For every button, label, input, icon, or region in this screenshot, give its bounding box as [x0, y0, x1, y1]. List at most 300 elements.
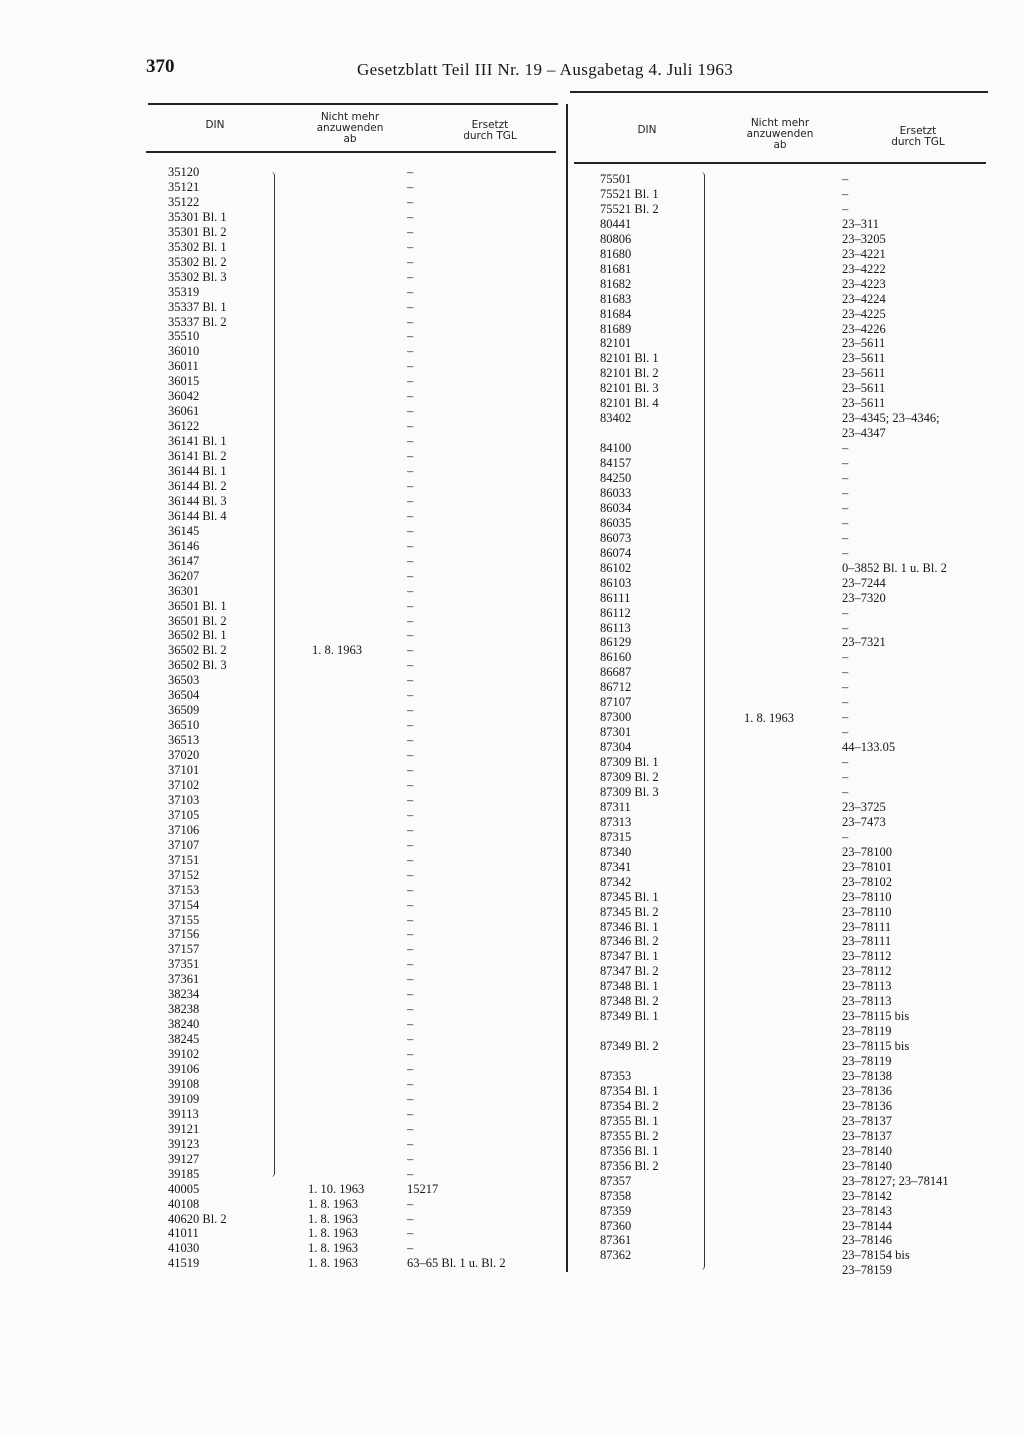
table-cell-tgl: –	[407, 1076, 414, 1091]
page-number: 370	[146, 56, 175, 77]
table-cell-tgl: –	[842, 755, 849, 770]
table-cell-tgl: –	[842, 515, 849, 530]
table-cell-tgl: –	[407, 748, 414, 763]
table-cell-din: 36503	[168, 673, 200, 688]
table-cell-din: 41011	[168, 1226, 199, 1241]
table-cell-tgl: –	[407, 165, 414, 179]
table-cell-din: 86712	[600, 680, 632, 695]
table-cell-din: 36146	[168, 538, 200, 553]
table-cell-din: 86112	[600, 605, 631, 620]
colhead-line: Ersetzt	[899, 125, 937, 137]
table-cell-tgl: –	[407, 179, 414, 194]
table-cell-date: 1. 10. 1963	[308, 1181, 365, 1196]
table-cell-tgl: –	[407, 688, 414, 703]
table-cell-tgl: –	[407, 598, 414, 613]
table-cell-tgl: 23–4221	[842, 246, 886, 261]
table-cell-din: 36061	[168, 404, 200, 419]
colhead-line: anzuwenden	[316, 122, 384, 134]
table-cell-tgl: –	[407, 643, 414, 658]
table-cell-din: 80806	[600, 231, 632, 246]
table-cell-tgl: 23–4223	[842, 276, 886, 291]
table-cell-din: 39127	[168, 1151, 200, 1166]
table-cell-din: 87107	[600, 695, 632, 710]
table-cell-din: 87309 Bl. 2	[600, 770, 659, 784]
table-cell-din: 87359	[600, 1203, 632, 1218]
table-cell-din: 86160	[600, 650, 632, 665]
table-cell-tgl: 23–4225	[842, 306, 886, 321]
table-cell-tgl: –	[407, 972, 414, 987]
colhead-ersetzt-right	[868, 126, 968, 148]
table-cell-tgl: 23–7321	[842, 635, 886, 650]
table-cell-tgl: 23–78119	[842, 1024, 892, 1039]
table-cell-tgl: 23–3205	[842, 231, 886, 246]
table-cell-din: 87356 Bl. 2	[600, 1158, 659, 1173]
table-cell-tgl: –	[407, 1091, 414, 1106]
table-cell-din: 83402	[600, 411, 632, 426]
table-cell-tgl: 23–78112	[842, 964, 892, 979]
colhead-line: ab	[343, 133, 357, 145]
page-header	[0, 0, 1024, 100]
table-cell-din: 87358	[600, 1188, 632, 1203]
table-cell-tgl: –	[407, 882, 414, 897]
table-cell-tgl: –	[407, 897, 414, 912]
table-cell-din: 35301 Bl. 1	[168, 209, 227, 224]
table-cell-tgl: –	[407, 912, 414, 927]
table-cell-tgl: –	[407, 239, 414, 254]
table-cell-tgl: 23–78115 bis	[842, 1009, 910, 1024]
table-cell-tgl: 23–7244	[842, 575, 886, 590]
table-cell-tgl: 0–3852 Bl. 1 u. Bl. 2	[842, 560, 947, 575]
table-cell-din: 87354 Bl. 2	[600, 1098, 659, 1113]
colhead-din-left: DIN	[205, 119, 225, 131]
table-cell-tgl: 15217	[407, 1181, 439, 1196]
table-cell-din: 37101	[168, 763, 200, 777]
table-cell-tgl: 23–78100	[842, 844, 892, 859]
table-cell-din: 87313	[600, 814, 632, 829]
table-cell-tgl: 23–78101	[842, 859, 892, 874]
header-rule-right	[570, 91, 988, 93]
table-cell-tgl: 23–5611	[842, 351, 886, 366]
table-cell-din: 37106	[168, 822, 200, 837]
table-cell-tgl: 23–78113	[842, 979, 892, 994]
table-cell-din: 36207	[168, 568, 200, 583]
table-cell-tgl: 23–5611	[842, 396, 886, 411]
table-cell-din: 40005	[168, 1181, 200, 1196]
table-cell-tgl: –	[407, 344, 414, 359]
table-cell-din: 87347 Bl. 2	[600, 964, 659, 979]
colhead-nicht-mehr-right	[730, 118, 830, 151]
table-cell-din: 87301	[600, 725, 632, 740]
bracket-date-left: 1. 8. 1963	[312, 643, 362, 657]
table-cell-din: 36141 Bl. 1	[168, 434, 227, 449]
colhead-line: durch TGL	[463, 130, 517, 142]
table-cell-tgl: 23–78137	[842, 1113, 892, 1128]
table-cell-din: 39185	[168, 1166, 200, 1181]
table-cell-tgl: –	[842, 172, 849, 186]
table-cell-tgl: –	[407, 254, 414, 269]
table-cell-tgl: –	[842, 186, 849, 201]
table-cell-din: 39113	[168, 1106, 199, 1121]
table-cell-din: 39102	[168, 1047, 200, 1062]
table-cell-din: 35122	[168, 194, 200, 209]
table-cell-tgl: –	[407, 763, 414, 777]
date-bracket-left	[270, 172, 275, 1177]
table-cell-din: 36504	[168, 688, 200, 703]
table-cell-din: 87347 Bl. 1	[600, 949, 659, 964]
table-cell-tgl: 23–4224	[842, 291, 886, 306]
table-cell-tgl: –	[407, 538, 414, 553]
table-cell-din: 36510	[168, 718, 200, 733]
table-cell-tgl: 23–311	[842, 216, 880, 231]
table-cell-din: 87304	[600, 740, 632, 755]
table-cell-tgl: 23–4226	[842, 321, 886, 336]
table-cell-tgl: –	[407, 1211, 414, 1226]
table-cell-din: 35121	[168, 179, 200, 194]
table-cell-tgl: –	[407, 389, 414, 404]
table-cell-tgl: 23–78110	[842, 889, 892, 904]
table-cell-din: 86102	[600, 560, 632, 575]
table-cell-tgl: 23–3725	[842, 799, 886, 814]
table-cell-tgl: 23–78143	[842, 1203, 892, 1218]
colhead-line: Ersetzt	[471, 119, 509, 131]
table-cell-din: 37020	[168, 748, 200, 763]
bracket-date-right: 1. 8. 1963	[744, 711, 794, 725]
colhead-line: anzuwenden	[746, 128, 814, 140]
table-cell-tgl: –	[407, 508, 414, 523]
table-cell-tgl: –	[407, 359, 414, 374]
table-cell-tgl: 23–78110	[842, 904, 892, 919]
table-cell-tgl: –	[842, 201, 849, 216]
table-cell-tgl: –	[842, 650, 849, 665]
table-cell-tgl: –	[842, 500, 849, 515]
table-cell-tgl: –	[842, 471, 849, 485]
colhead-nicht-mehr-left	[300, 112, 400, 145]
table-cell-tgl: 23–5611	[842, 381, 886, 396]
table-cell-din: 82101 Bl. 3	[600, 381, 659, 396]
table-cell-din: 87355 Bl. 1	[600, 1113, 659, 1128]
table-cell-din: 86034	[600, 500, 632, 515]
table-cell-din: 82101 Bl. 4	[600, 396, 659, 411]
table-cell-din: 36502 Bl. 3	[168, 658, 227, 673]
table-cell-din: 87315	[600, 829, 632, 844]
table-cell-din: 36501 Bl. 2	[168, 613, 227, 628]
table-cell-din: 35302 Bl. 3	[168, 269, 227, 284]
table-cell-date: 1. 8. 1963	[308, 1196, 358, 1211]
table-cell-tgl: 63–65 Bl. 1 u. Bl. 2	[407, 1256, 506, 1271]
table-cell-din: 82101 Bl. 1	[600, 351, 659, 366]
table-cell-din: 81680	[600, 246, 632, 261]
table-cell-din: 36011	[168, 359, 199, 374]
table-cell-din: 35337 Bl. 1	[168, 299, 227, 314]
table-cell-tgl: –	[407, 314, 414, 329]
table-cell-din: 87357	[600, 1173, 632, 1188]
table-cell-tgl: –	[407, 867, 414, 882]
table-cell-din: 86113	[600, 620, 631, 635]
table-cell-tgl: 23–78102	[842, 874, 892, 889]
table-cell-din: 37351	[168, 957, 200, 972]
table-cell-din: 37152	[168, 867, 200, 882]
table-cell-din: 38245	[168, 1032, 200, 1047]
table-cell-din: 36501 Bl. 1	[168, 598, 227, 613]
colhead-line: Nicht mehr	[750, 117, 810, 129]
table-cell-tgl: 23–78127; 23–78141	[842, 1173, 949, 1188]
table-cell-din: 36144 Bl. 3	[168, 493, 227, 508]
table-cell-din: 37105	[168, 807, 200, 822]
table-cell-tgl: –	[407, 553, 414, 568]
table-cell-din: 36147	[168, 553, 200, 568]
table-cell-din: 87309 Bl. 3	[600, 784, 659, 799]
table-cell-din: 39109	[168, 1091, 200, 1106]
table-cell-tgl: –	[407, 1017, 414, 1032]
table-cell-date: 1. 8. 1963	[308, 1211, 358, 1226]
table-cell-tgl: –	[407, 329, 414, 344]
table-cell-din: 87345 Bl. 1	[600, 889, 659, 904]
table-cell-tgl: 23–78113	[842, 994, 892, 1009]
table-cell-tgl: –	[407, 523, 414, 538]
header-rule-left	[148, 103, 558, 105]
table-cell-din: 39121	[168, 1121, 200, 1136]
table-cell-tgl: –	[407, 1106, 414, 1121]
table-cell-tgl: 23–4222	[842, 261, 886, 276]
table-cell-din: 36502 Bl. 1	[168, 628, 227, 643]
table-cell-din: 86103	[600, 575, 632, 590]
table-cell-din: 41519	[168, 1256, 200, 1271]
table-cell-tgl: –	[407, 718, 414, 733]
table-cell-din: 87340	[600, 844, 632, 859]
table-cell-din: 86687	[600, 665, 632, 680]
table-cell-tgl: –	[842, 784, 849, 799]
table-cell-tgl: –	[407, 284, 414, 299]
table-cell-din: 84100	[600, 441, 632, 456]
table-cell-tgl: 23–78154 bis	[842, 1248, 910, 1263]
table-cell-din: 87342	[600, 874, 632, 889]
table-cell-din: 36502 Bl. 2	[168, 643, 227, 658]
page-title: Gesetzblatt Teil III Nr. 19 – Ausgabetag 4. Juli 1963	[357, 60, 734, 79]
table-cell-tgl: –	[407, 434, 414, 449]
table-cell-tgl: –	[407, 837, 414, 852]
table-cell-tgl: 23–78146	[842, 1233, 892, 1248]
table-cell-din: 87348 Bl. 1	[600, 979, 659, 994]
colhead-rule-left	[146, 151, 556, 153]
table-cell-din: 36301	[168, 583, 200, 598]
table-cell-tgl: –	[842, 545, 849, 560]
table-cell-din: 87360	[600, 1218, 632, 1233]
table-cell-din: 35302 Bl. 2	[168, 254, 227, 269]
table-cell-din: 87346 Bl. 1	[600, 919, 659, 934]
table-cell-tgl: –	[407, 1241, 414, 1256]
table-cell-tgl: –	[407, 374, 414, 389]
table-cell-tgl: –	[407, 1047, 414, 1062]
table-cell-date: 1. 8. 1963	[308, 1256, 358, 1271]
table-cell-din: 36144 Bl. 1	[168, 464, 227, 478]
table-cell-tgl: 23–7473	[842, 814, 886, 829]
table-cell-tgl: –	[407, 449, 414, 464]
table-cell-tgl: 23–4347	[842, 426, 886, 441]
table-cell-din: 40620 Bl. 2	[168, 1211, 227, 1226]
table-cell-tgl: –	[407, 733, 414, 748]
table-cell-din: 36042	[168, 389, 200, 404]
table-cell-din: 87311	[600, 799, 631, 814]
table-cell-tgl: –	[407, 209, 414, 224]
table-cell-tgl: –	[407, 269, 414, 284]
table-cell-tgl: –	[842, 710, 849, 725]
table-cell-tgl: –	[407, 822, 414, 837]
table-cell-din: 87355 Bl. 2	[600, 1128, 659, 1143]
table-cell-tgl: –	[407, 957, 414, 972]
table-cell-tgl: 23–7320	[842, 590, 886, 605]
table-cell-din: 80441	[600, 216, 632, 231]
table-cell-din: 81689	[600, 321, 632, 336]
table-cell-din: 37151	[168, 852, 200, 867]
table-cell-din: 81683	[600, 291, 632, 306]
table-cell-tgl: –	[842, 680, 849, 695]
table-cell-date: 1. 8. 1963	[308, 1241, 358, 1256]
table-cell-tgl: –	[407, 404, 414, 419]
table-cell-din: 39106	[168, 1062, 200, 1076]
table-cell-tgl: –	[842, 605, 849, 620]
colhead-line: durch TGL	[891, 136, 945, 148]
table-cell-din: 86129	[600, 635, 632, 650]
table-cell-din: 87341	[600, 859, 632, 874]
table-cell-din: 37157	[168, 942, 200, 957]
table-cell-din: 36513	[168, 733, 200, 748]
table-cell-tgl: –	[407, 673, 414, 688]
table-cell-tgl: –	[407, 613, 414, 628]
table-cell-tgl: 23–78137	[842, 1128, 892, 1143]
table-cell-din: 81684	[600, 306, 632, 321]
table-cell-tgl: 23–78159	[842, 1263, 892, 1278]
table-cell-date: 1. 8. 1963	[308, 1226, 358, 1241]
table-cell-din: 36144 Bl. 2	[168, 478, 227, 493]
table-cell-tgl: 23–78136	[842, 1083, 892, 1098]
table-cell-tgl: –	[407, 942, 414, 957]
table-cell-din: 38240	[168, 1017, 200, 1032]
table-cell-tgl: 23–78119	[842, 1054, 892, 1069]
table-cell-din: 82101	[600, 336, 632, 351]
table-cell-din: 36010	[168, 344, 200, 359]
table-cell-din: 84250	[600, 471, 632, 485]
table-cell-tgl: –	[407, 1121, 414, 1136]
table-cell-din: 37156	[168, 927, 200, 942]
table-cell-din: 87345 Bl. 2	[600, 904, 659, 919]
table-cell-tgl: –	[407, 478, 414, 493]
table-cell-din: 87309 Bl. 1	[600, 755, 659, 770]
table-cell-tgl: –	[407, 658, 414, 673]
table-cell-tgl: –	[842, 530, 849, 545]
table-cell-din: 39123	[168, 1136, 200, 1151]
table-cell-din: 86073	[600, 530, 632, 545]
table-cell-tgl: –	[407, 703, 414, 718]
table-cell-tgl: –	[407, 1226, 414, 1241]
colhead-ersetzt-left	[440, 120, 540, 142]
table-cell-din: 86074	[600, 545, 632, 560]
table-cell-din: 87300	[600, 710, 632, 725]
table-cell-tgl: 44–133.05	[842, 740, 896, 755]
colhead-din-right: DIN	[637, 124, 657, 136]
column-separator	[566, 104, 568, 1272]
table-cell-din: 75521 Bl. 2	[600, 201, 659, 216]
table-cell-din: 35120	[168, 165, 200, 179]
table-cell-tgl: –	[842, 485, 849, 500]
table-cell-din: 37102	[168, 777, 200, 792]
table-cell-tgl: –	[407, 1196, 414, 1211]
table-cell-din: 75521 Bl. 1	[600, 186, 659, 201]
table-cell-din: 37154	[168, 897, 200, 912]
table-cell-tgl: –	[407, 807, 414, 822]
table-cell-tgl: –	[407, 419, 414, 434]
table-cell-tgl: –	[407, 1166, 414, 1181]
table-cell-din: 41030	[168, 1241, 200, 1256]
table-cell-tgl: 23–78115 bis	[842, 1039, 910, 1054]
table-cell-din: 87362	[600, 1248, 632, 1263]
table-cell-tgl: –	[407, 987, 414, 1002]
table-cell-tgl: –	[407, 852, 414, 867]
table-cell-din: 35302 Bl. 1	[168, 239, 227, 254]
table-cell-din: 87349 Bl. 1	[600, 1009, 659, 1024]
table-cell-tgl: –	[407, 1136, 414, 1151]
table-cell-tgl: –	[407, 568, 414, 583]
date-bracket-right	[700, 172, 705, 1270]
table-cell-tgl: –	[842, 695, 849, 710]
table-cell-tgl: 23–78138	[842, 1069, 892, 1083]
table-cell-tgl: –	[842, 620, 849, 635]
table-cell-din: 86111	[600, 590, 631, 605]
table-cell-tgl: –	[407, 493, 414, 508]
table-cell-tgl: 23–78142	[842, 1188, 892, 1203]
table-cell-din: 87354 Bl. 1	[600, 1083, 659, 1098]
table-cell-tgl: 23–78111	[842, 934, 892, 949]
table-cell-tgl: –	[842, 725, 849, 740]
table-cell-tgl: –	[842, 456, 849, 471]
table-cell-din: 35319	[168, 284, 200, 299]
table-cell-din: 36144 Bl. 4	[168, 508, 227, 523]
table-cell-din: 82101 Bl. 2	[600, 366, 659, 381]
table-cell-tgl: –	[407, 464, 414, 478]
table-cell-din: 38234	[168, 987, 200, 1002]
colhead-rule-right	[574, 162, 986, 164]
table-cell-tgl: –	[407, 583, 414, 598]
table-cell-tgl: –	[407, 927, 414, 942]
table-cell-tgl: –	[407, 792, 414, 807]
table-cell-din: 37107	[168, 837, 200, 852]
table-cell-din: 36145	[168, 523, 200, 538]
table-cell-tgl: –	[407, 777, 414, 792]
table-cell-tgl: 23–5611	[842, 366, 886, 381]
table-cell-din: 35510	[168, 329, 200, 344]
table-cell-din: 36015	[168, 374, 200, 389]
colhead-line: ab	[773, 139, 787, 151]
table-cell-din: 87361	[600, 1233, 632, 1248]
table-cell-tgl: –	[407, 194, 414, 209]
table-cell-din: 40108	[168, 1196, 200, 1211]
table-cell-tgl: –	[407, 628, 414, 643]
table-cell-tgl: –	[407, 299, 414, 314]
table-cell-tgl: 23–78112	[842, 949, 892, 964]
table-cell-tgl: 23–4345; 23–4346;	[842, 411, 940, 426]
table-cell-din: 37103	[168, 792, 200, 807]
table-cell-tgl: 23–78111	[842, 919, 892, 934]
table-cell-din: 87353	[600, 1069, 632, 1083]
table-cell-tgl: –	[842, 441, 849, 456]
table-cell-din: 36122	[168, 419, 200, 434]
table-cell-tgl: –	[407, 1062, 414, 1076]
table-cell-tgl: –	[407, 224, 414, 239]
table-cell-din: 37155	[168, 912, 200, 927]
table-cell-din: 38238	[168, 1002, 200, 1017]
table-cell-din: 87349 Bl. 2	[600, 1039, 659, 1054]
table-cell-din: 86035	[600, 515, 632, 530]
table-cell-tgl: 23–5611	[842, 336, 886, 351]
